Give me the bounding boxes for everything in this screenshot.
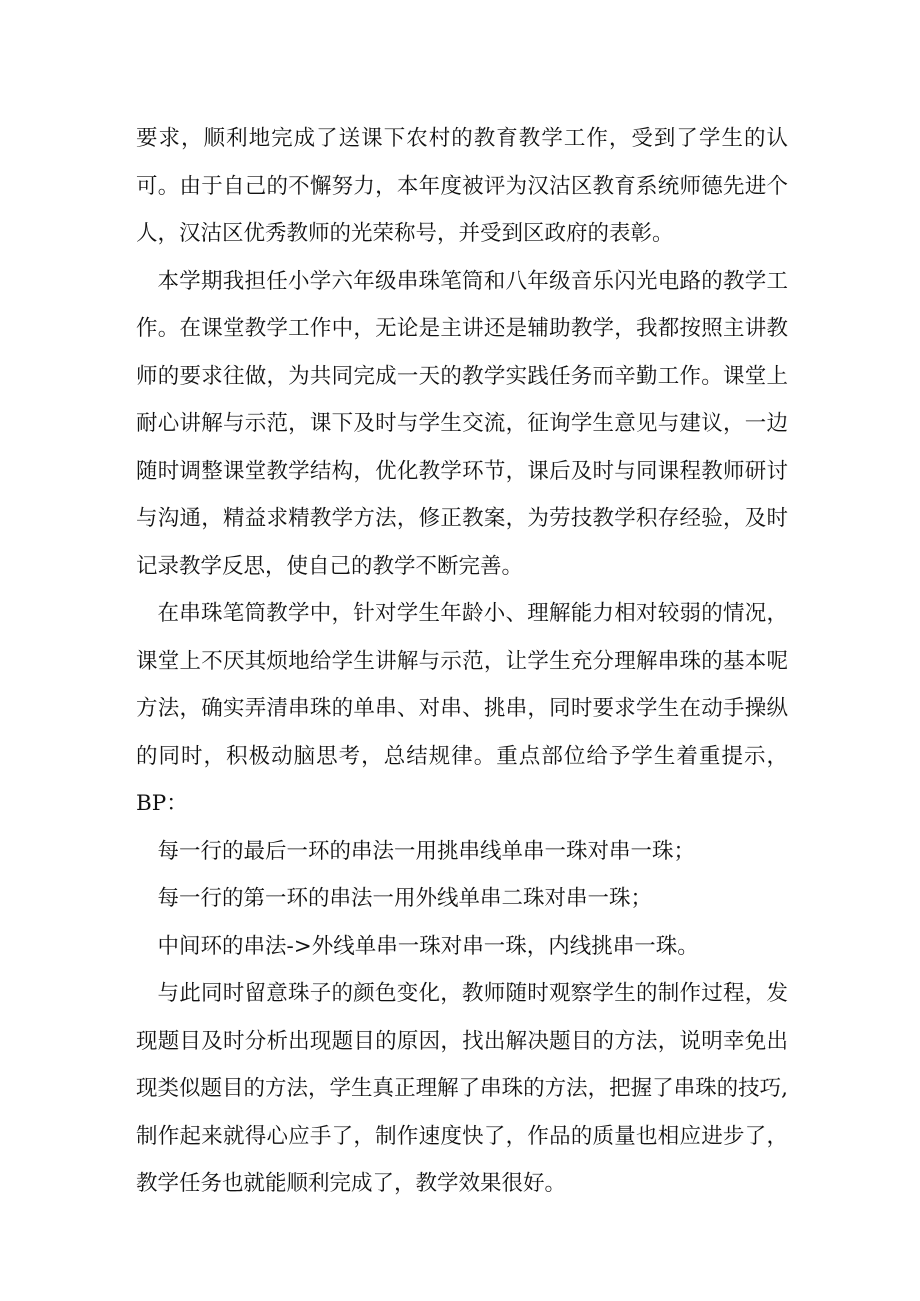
paragraph-3: 在串珠笔筒教学中，针对学生年龄小、理解能力相对较弱的情况，课堂上不厌其烦地给学生讲解与示范，让学生充分理解串珠的基本呢方法，确实弄清串珠的单串、对串、挑串，同时要求学生在动手操纵的同时，积极动脑思考，总结规律。重点部位给予学生着重提示，BP：: [136, 601, 788, 816]
paragraph-2: 本学期我担任小学六年级串珠笔筒和八年级音乐闪光电路的教学工作。在课堂教学工作中，无论是主讲还是辅助教学，我都按照主讲教师的要求往做，为共同完成一天的教学实践任务而辛勤工作。课堂上耐心讲解与示范，课下及时与学生交流，征询学生意见与建议，一边随时调整课堂教学结构，优化教学环节，课后及时与同课程教师研讨与沟通，精益求精教学方法，修正教案，为劳技教学积存经验，及时记录教学反思，使自己的教学不断完善。: [136, 268, 788, 579]
paragraph-5: 每一行的第一环的串法一用外线单串二珠对串一珠；: [157, 886, 653, 911]
paragraph-7: 与此同时留意珠子的颜色变化，教师随时观察学生的制作过程，发现题目及时分析出现题目的原因，找出解决题目的方法，说明幸免出现类似题目的方法，学生真正理解了串珠的方法，把握了串珠的技巧,制作起来就得心应手了，制作速度快了，作品的质量也相应进步了，教学任务也就能顺利完成了，教学效果很好。: [136, 981, 788, 1196]
document-body: [136, 115, 788, 1208]
paragraph-1: 要求，顺利地完成了送课下农村的教育教学工作，受到了学生的认可。由于自己的不懈努力，本年度被评为汉沽区教育系统师德先进个人，汉沽区优秀教师的光荣称号，并受到区政府的表彰。: [136, 126, 788, 246]
paragraph-4: 每一行的最后一环的串法一用挑串线单串一珠对串一珠；: [157, 838, 696, 864]
paragraph-6: 中间环的串法->外线单串一珠对串一珠，内线挑串一珠。: [157, 933, 699, 959]
